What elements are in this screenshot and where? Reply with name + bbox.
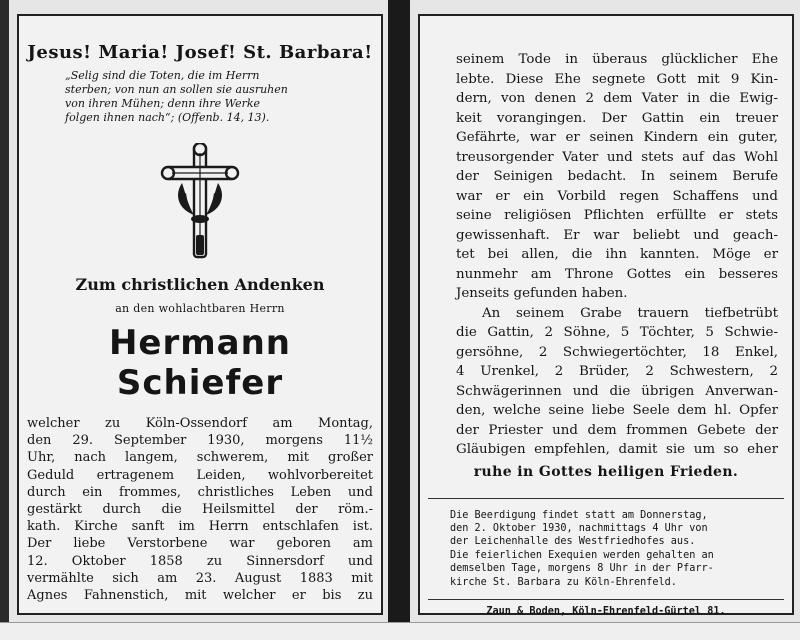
memorial-subheading: an den wohlachtbaren Herrn <box>115 302 285 315</box>
body-line: Schwägerinnen und die übrigen Anverwan- <box>456 383 778 399</box>
section-divider <box>428 498 784 499</box>
scripture-line: sterben; von nun an sollen sie ausruhen <box>65 83 288 96</box>
scan-edge-left <box>0 0 9 639</box>
scripture-line: „Selig sind die Toten, die im Herrn <box>65 69 260 82</box>
body-line: seine religiösen Pflichten erfüllte er stets <box>456 208 778 223</box>
funeral-notice <box>450 509 782 589</box>
body-line: Agnes Fahnenstich, mit welcher er bis zu <box>27 588 373 604</box>
notice-line: demselben Tage, morgens 8 Uhr in der Pfarr- <box>450 563 714 575</box>
scripture-quote <box>65 69 351 125</box>
body-line: 12. Oktober 1858 zu Sinnersdorf und <box>27 553 373 569</box>
body-line: lebte. Diese Ehe segnete Gott mit 9 Kin- <box>456 71 778 87</box>
notice-line: kirche St. Barbara zu Köln-Ehrenfeld. <box>450 576 677 588</box>
footer-divider <box>428 599 784 600</box>
body-line: gewissenhaft. Er war beliebt und geach- <box>456 227 778 243</box>
body-line: war er ein Vorbild regen Schaffens und <box>456 188 778 204</box>
body-line: vermählte sich am 23. August 1883 mit <box>27 570 373 586</box>
body-line: treusorgender Vater und stets auf das Wohl <box>456 149 778 165</box>
body-line: durch ein frommes, christliches Leben und <box>27 484 373 500</box>
notice-line: den 2. Oktober 1930, nachmittags 4 Uhr von <box>450 522 708 534</box>
body-line: tet bei allen, die ihn kannten. Möge er <box>456 247 778 262</box>
body-line: den, welche seine liebe Seele dem hl. Opfer <box>456 403 778 418</box>
printer-imprint: Zaun & Boden, Köln-Ehrenfeld-Gürtel 81. <box>486 605 726 617</box>
cross-icon <box>160 143 240 261</box>
body-line: welcher zu Köln-Ossendorf am Montag, <box>27 416 373 431</box>
body-line: den 29. September 1930, morgens 11½ <box>27 433 373 449</box>
body-line: kath. Kirche sanft im Herrn entschlafen ist. <box>27 519 373 535</box>
left-card-panel <box>17 14 383 615</box>
scripture-line: von ihren Mühen; denn ihre Werke <box>65 97 261 110</box>
body-line: keit vorangingen. Der Gattin ein treuer <box>456 110 778 126</box>
body-line: Gefährte, war er seinen Kindern ein guter, <box>456 130 778 145</box>
body-line: Jenseits gefunden haben. <box>456 286 628 301</box>
body-line: seinem Tode in überaus glücklicher Ehe <box>456 52 778 67</box>
scan-bottom-edge <box>0 622 800 640</box>
right-body-text <box>456 50 778 460</box>
left-body-text <box>27 415 373 604</box>
body-line: Geduld ertragenem Leiden, wohlvorbereitet <box>27 467 373 483</box>
body-line: 4 Urenkel, 2 Brüder, 2 Schwestern, 2 <box>456 364 778 379</box>
invocation-heading: Jesus! Maria! Josef! St. Barbara! <box>27 42 373 63</box>
notice-line: Die Beerdigung findet statt am Donnerstag, <box>450 509 708 521</box>
cross-emblem <box>27 143 373 261</box>
memorial-heading: Zum christlichen Andenken <box>75 275 325 294</box>
deceased-name: Hermann Schiefer <box>108 323 292 403</box>
body-line: Uhr, nach langem, schwerem, mit großer <box>27 450 373 466</box>
body-line: nunmehr am Throne Gottes ein besseres <box>456 266 778 282</box>
peace-line: ruhe in Gottes heiligen Frieden. <box>473 463 739 480</box>
body-line: Gläubigen empfehlen, damit sie um so eher <box>456 442 778 457</box>
notice-line: Die feierlichen Exequien werden gehalten an <box>450 549 714 561</box>
body-line: der Seinigen bedacht. In seinem Berufe <box>456 169 778 184</box>
body-line: gestärkt durch die Heilsmittel der röm.- <box>27 502 373 518</box>
body-line: dern, von denen 2 dem Vater in die Ewig- <box>456 91 778 106</box>
card-fold-spine <box>388 0 410 625</box>
right-card-panel <box>418 14 794 615</box>
body-line: die Gattin, 2 Söhne, 5 Töchter, 5 Schwie- <box>456 325 778 340</box>
body-line: Der liebe Verstorbene war geboren am <box>27 536 373 552</box>
body-line: gersöhne, 2 Schwiegertöchter, 18 Enkel, <box>456 344 778 360</box>
body-line: An seinem Grabe trauern tiefbetrübt <box>482 305 778 321</box>
notice-line: der Leichenhalle des Westfriedhofes aus. <box>450 536 696 548</box>
scripture-line: folgen ihnen nach“; (Offenb. 14, 13). <box>65 111 270 124</box>
body-line: der Priester und dem frommen Gebete der <box>456 422 778 438</box>
